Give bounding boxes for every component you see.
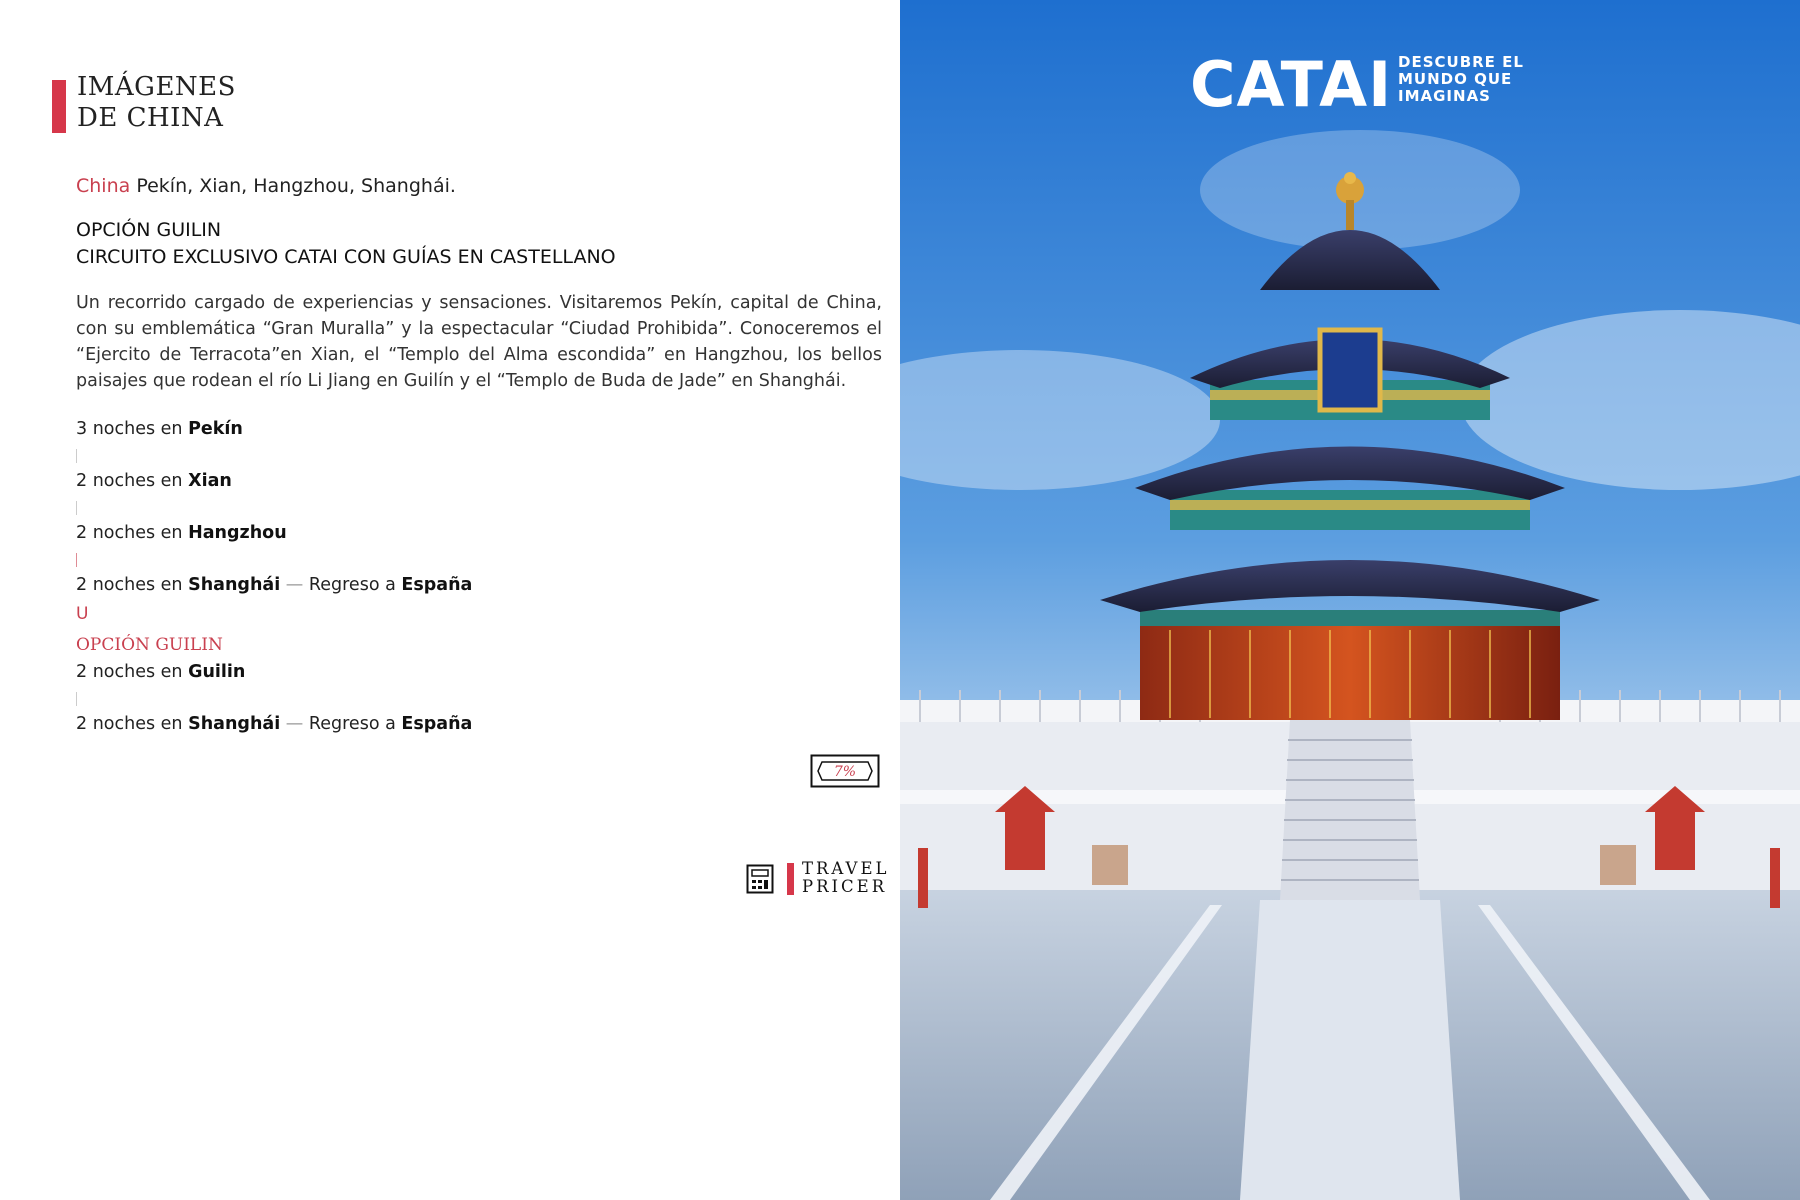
itinerary-stay — [76, 575, 472, 595]
stay-city: Shanghái — [188, 714, 281, 734]
travel-pricer-line-2: PRICER — [802, 877, 888, 896]
travel-pricer-accent — [787, 863, 794, 895]
stay-nights: 2 noches en — [76, 575, 183, 595]
or-separator: U — [76, 604, 89, 624]
stay-nights: 2 noches en — [76, 662, 183, 682]
return-city: España — [401, 575, 473, 595]
title-line-1: IMÁGENES — [77, 72, 236, 102]
stay-nights: 2 noches en — [76, 471, 183, 491]
page-title — [77, 72, 236, 134]
stay-city: Pekín — [188, 419, 243, 439]
option-line-2: CIRCUITO EXCLUSIVO CATAI CON GUÍAS EN CASTELLANO — [76, 246, 616, 268]
itinerary-stay — [76, 471, 232, 491]
stay-city: Shanghái — [188, 575, 281, 595]
return-text: Regreso a — [308, 714, 396, 734]
stay-city: Guilin — [188, 662, 246, 682]
brand-tag-line-2: MUNDO QUE — [1398, 70, 1513, 88]
destination-country: China — [76, 175, 131, 197]
itinerary-stay — [76, 662, 245, 682]
return-city: España — [401, 714, 473, 734]
travel-pricer-line-1: TRAVEL — [802, 859, 890, 878]
stay-city: Hangzhou — [188, 523, 287, 543]
stay-dash: — — [285, 575, 304, 595]
itinerary-separator — [76, 449, 77, 463]
itinerary-separator — [76, 501, 77, 515]
itinerary-stay — [76, 714, 472, 734]
travel-pricer-logo — [802, 860, 889, 896]
stay-dash: — — [285, 714, 304, 734]
stay-nights: 3 noches en — [76, 419, 183, 439]
discount-badge — [810, 754, 880, 788]
brand-name: CATAI — [1190, 48, 1393, 121]
title-line-2: DE CHINA — [77, 103, 224, 133]
itinerary-separator — [76, 553, 77, 567]
brand-tag-line-1: DESCUBRE EL — [1398, 53, 1524, 71]
title-accent-bar — [52, 80, 66, 133]
itinerary-separator — [76, 692, 77, 706]
stay-city: Xian — [188, 471, 232, 491]
discount-badge-text: 7% — [833, 764, 857, 780]
brand-tagline — [1398, 54, 1524, 105]
itinerary-stay — [76, 419, 243, 439]
return-text: Regreso a — [308, 575, 396, 595]
stay-nights: 2 noches en — [76, 523, 183, 543]
option-heading — [76, 217, 616, 271]
tour-description: Un recorrido cargado de experiencias y sensaciones. Visitaremos Pekín, capital de China, con su emblemática “Gran Muralla” y la espectacular “Ciudad Prohibida”. Conoceremos el “Ejercito de Terracota”en Xian, el “Templo del Alma escondida” en Hangzhou, los bellos paisajes que rodean el río Li Jiang en Guilín y el “Templo de Buda de Jade” en Shanghái. — [76, 293, 882, 391]
option-line-1: OPCIÓN GUILIN — [76, 219, 222, 241]
cover-photo — [900, 0, 1800, 1200]
alt-option-title: OPCIÓN GUILIN — [76, 635, 223, 655]
temple-of-heaven-image — [900, 0, 1800, 1200]
stay-nights: 2 noches en — [76, 714, 183, 734]
destination-cities: Pekín, Xian, Hangzhou, Shanghái. — [136, 175, 456, 197]
brand-tag-line-3: IMAGINAS — [1398, 87, 1491, 105]
calculator-icon — [746, 864, 774, 894]
destination-line — [76, 175, 456, 197]
itinerary-stay — [76, 523, 287, 543]
